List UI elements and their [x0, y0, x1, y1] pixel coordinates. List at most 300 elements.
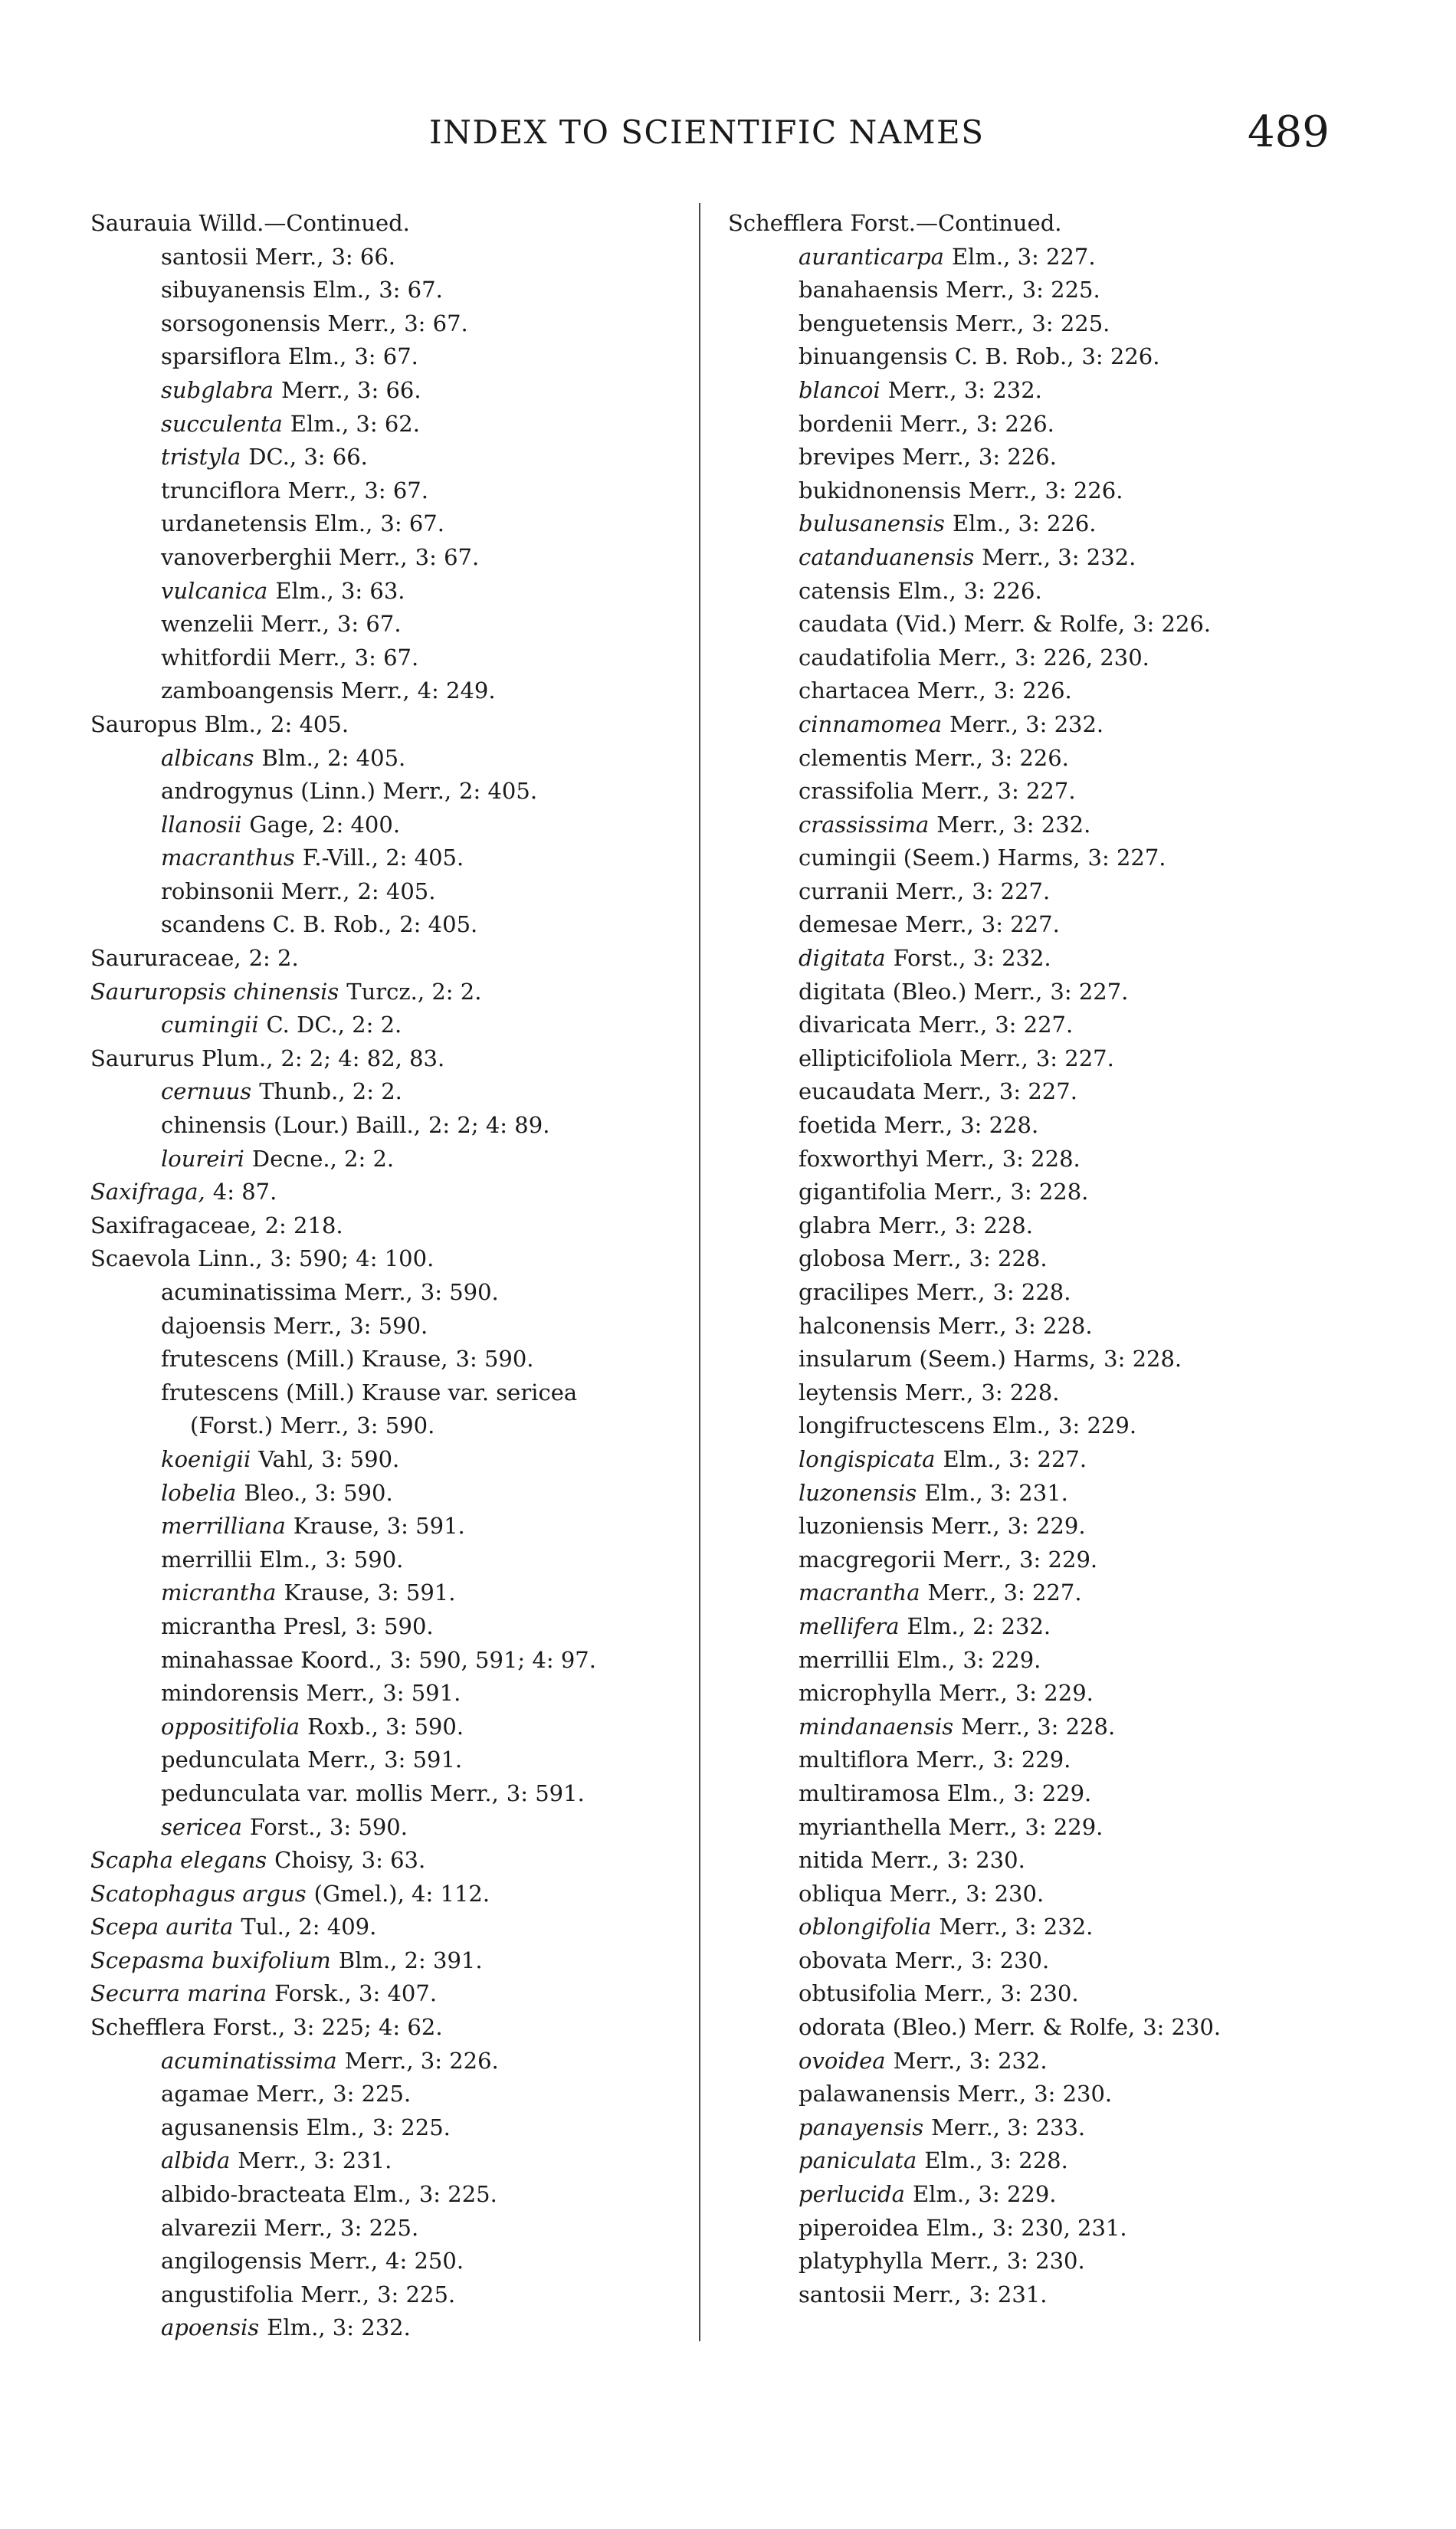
entry-name: myrianthella Merr., — [799, 1813, 1018, 1840]
entry-name: catensis Elm., — [799, 577, 956, 604]
entry-name: sorsogonensis Merr., — [161, 310, 397, 336]
entry-reference: F.-Vill., 2: 405. — [302, 845, 464, 871]
entry-name: frutescens (Mill.) Krause, — [161, 1346, 448, 1373]
entry-name: scandens C. B. Rob., — [161, 911, 392, 938]
index-entry — [90, 1677, 688, 1711]
index-entry — [90, 2278, 688, 2312]
index-entry — [90, 1711, 688, 1744]
entry-reference: Elm., 3: 62. — [290, 410, 420, 437]
entry-name: albicans — [161, 744, 254, 771]
entry-name: panayensis — [799, 2114, 924, 2140]
entry-reference: 3: 225. — [1021, 277, 1100, 303]
entry-reference: Turcz., 2: 2. — [346, 978, 482, 1005]
entry-name: robinsonii Merr., — [161, 877, 350, 904]
entry-name: digitata — [799, 945, 886, 972]
entry-name: obovata Merr., — [799, 1947, 964, 1973]
entry-reference: 3: 228. — [1014, 1312, 1093, 1339]
entry-reference: Elm., 3: 228. — [924, 2147, 1068, 2174]
entry-reference: 3: 225; 4: 62. — [293, 2014, 443, 2041]
index-entry — [90, 1610, 688, 1644]
index-entry — [728, 1477, 1341, 1511]
index-entry — [728, 1777, 1341, 1811]
entry-reference: C. DC., 2: 2. — [266, 1012, 402, 1038]
entry-reference: DC., 3: 66. — [248, 444, 368, 471]
entry-name: macranthus — [161, 845, 295, 871]
entry-reference: 3: 229. — [1007, 1513, 1086, 1540]
index-entry — [728, 1543, 1341, 1577]
entry-reference: 3: 590. — [325, 1546, 404, 1573]
entry-reference: 3: 229. — [1015, 1680, 1094, 1707]
entry-name: platyphylla Merr., — [799, 2248, 999, 2275]
index-entry — [728, 474, 1341, 508]
entry-reference: Vahl, 3: 590. — [258, 1445, 400, 1472]
index-entry — [90, 307, 688, 341]
entry-name: agusanensis Elm., — [161, 2114, 365, 2140]
index-entry — [728, 809, 1341, 842]
entry-name: curranii Merr., — [799, 877, 965, 904]
index-entry — [728, 307, 1341, 341]
entry-name: obliqua Merr., — [799, 1880, 959, 1907]
entry-name: lobelia — [161, 1479, 237, 1506]
index-entry — [90, 2178, 688, 2212]
entry-reference: 3: 228. — [1002, 1145, 1081, 1172]
entry-reference: Blm., 2: 405. — [261, 744, 406, 771]
index-entry — [728, 1644, 1341, 1678]
entry-reference: 3: 67. — [336, 611, 402, 638]
entry-reference: Elm., 3: 229. — [912, 2181, 1057, 2208]
index-entry — [90, 1510, 688, 1543]
index-entry — [728, 2144, 1341, 2178]
index-entry — [728, 1977, 1341, 2011]
entry-name: blancoi — [799, 376, 880, 403]
entry-name: vanoverberghii Merr., — [161, 543, 408, 570]
entry-reference: Merr., 3: 232. — [936, 811, 1091, 838]
index-entry — [90, 1811, 688, 1845]
entry-reference: 3: 67. — [415, 543, 480, 570]
entry-reference: 3: 225. — [377, 2281, 456, 2308]
entry-reference: 3: 227. — [997, 778, 1076, 805]
index-entry — [90, 274, 688, 307]
entry-reference: 3: 230. — [1000, 1980, 1079, 2007]
entry-reference: 4: 250. — [385, 2248, 464, 2275]
index-entry — [728, 541, 1341, 575]
index-entry — [90, 2144, 688, 2178]
index-entry — [728, 875, 1341, 909]
index-entry — [90, 408, 688, 441]
index-entry — [90, 241, 688, 274]
index-entry — [728, 441, 1341, 474]
entry-reference: 3: 230. — [971, 1947, 1050, 1973]
entry-reference: 3: 225. — [1031, 310, 1110, 336]
index-entry — [728, 274, 1341, 307]
index-entry — [728, 1576, 1341, 1610]
entry-name: vulcanica — [161, 577, 268, 604]
entry-reference: 3: 226, 230. — [1015, 644, 1149, 671]
entry-reference: 3: 227. — [999, 1078, 1077, 1105]
entry-reference: 3: 230. — [1143, 2014, 1222, 2041]
entry-name: santosii Merr., — [161, 243, 324, 270]
entry-reference: (Gmel.), 4: 112. — [313, 1880, 490, 1907]
entry-name: oppositifolia — [161, 1713, 300, 1740]
index-column-left — [90, 207, 688, 2345]
index-entry — [728, 708, 1341, 742]
entry-reference: 3: 230. — [946, 1847, 1025, 1874]
entry-reference: 3: 590; 4: 100. — [270, 1245, 435, 1272]
page-number: 489 — [1248, 107, 1330, 157]
entry-name: cumingii — [161, 1012, 259, 1038]
entry-reference: Krause, 3: 591. — [293, 1513, 465, 1540]
index-entry — [728, 2111, 1341, 2145]
entry-reference: Elm., 3: 231. — [924, 1479, 1068, 1506]
index-entry — [90, 575, 688, 608]
index-entry — [728, 1242, 1341, 1276]
index-entry — [90, 608, 688, 641]
entry-reference: Merr., 3: 232. — [939, 1914, 1094, 1940]
entry-reference: 2: 2. — [248, 945, 299, 972]
index-entry — [90, 1977, 688, 2011]
entry-reference: 3: 225. — [333, 2081, 412, 2108]
entry-name: subglabra — [161, 376, 274, 403]
entry-reference: 3: 228. — [954, 1212, 1033, 1238]
entry-name: digitata (Bleo.) Merr., — [799, 978, 1043, 1005]
entry-reference: 2: 405. — [357, 877, 436, 904]
index-column-right — [728, 207, 1341, 2311]
entry-name: gigantifolia Merr., — [799, 1179, 1003, 1205]
entry-name: clementis Merr., — [799, 744, 983, 771]
index-entry — [728, 1677, 1341, 1711]
entry-name: demesae Merr., — [799, 911, 974, 938]
index-entry — [728, 2011, 1341, 2045]
entry-name: Scepa aurita — [90, 1914, 234, 1940]
index-entry — [728, 1743, 1341, 1777]
entry-reference: 2: 405. — [271, 710, 349, 737]
entry-reference: 4: 87. — [212, 1179, 277, 1205]
entry-name: catanduanensis — [799, 543, 975, 570]
entry-name: merrilliana — [161, 1513, 286, 1540]
entry-reference: 3: 227. — [995, 1012, 1074, 1038]
entry-name: mellifera — [799, 1612, 900, 1639]
entry-name: oblongifolia — [799, 1914, 932, 1940]
index-entry — [728, 1878, 1341, 1911]
entry-name: divaricata Merr., — [799, 1012, 988, 1038]
entry-name: Saururaceae, — [90, 945, 241, 972]
entry-name: ellipticifoliola Merr., — [799, 1045, 1028, 1071]
entry-name: Schefflera Forst., — [90, 2014, 286, 2041]
entry-name: Scapha elegans — [90, 1847, 267, 1874]
entry-name: gracilipes Merr., — [799, 1279, 985, 1305]
entry-name: tristyla — [161, 444, 241, 471]
entry-name: longifructescens Elm., — [799, 1412, 1051, 1439]
index-entry — [90, 1276, 688, 1310]
entry-reference: Merr., 3: 231. — [238, 2147, 392, 2174]
entry-reference: 3: 228. — [969, 1245, 1048, 1272]
entry-reference: Merr., 3: 66. — [280, 376, 421, 403]
entry-name: whitfordii Merr., — [161, 644, 347, 671]
entry-reference: 3: 67. — [364, 477, 428, 504]
entry-name: frutescens (Mill.) Krause var. sericea — [161, 1379, 578, 1406]
entry-reference: Elm., 3: 227. — [943, 1445, 1087, 1472]
entry-reference: 3: 228. — [960, 1112, 1039, 1139]
entry-reference: 3: 229. — [962, 1646, 1041, 1673]
entry-reference: Roxb., 3: 590. — [307, 1713, 464, 1740]
entry-name: glabra Merr., — [799, 1212, 947, 1238]
index-entry — [90, 441, 688, 474]
index-entry — [728, 1310, 1341, 1343]
entry-name: banahaensis Merr., — [799, 277, 1015, 303]
index-entry — [728, 1209, 1341, 1243]
entry-reference: Forst., 3: 232. — [893, 945, 1051, 972]
entry-reference: Elm., 2: 232. — [907, 1612, 1051, 1639]
entry-name: Schefflera Forst.—Continued. — [728, 210, 1062, 236]
index-entry — [90, 775, 688, 809]
index-entry — [90, 1209, 688, 1243]
index-entry — [90, 374, 688, 408]
entry-reference: Elm., 3: 227. — [951, 243, 1096, 270]
entry-name: piperoidea Elm., — [799, 2214, 985, 2241]
entry-name: agamae Merr., — [161, 2081, 326, 2108]
index-entry — [728, 2045, 1341, 2078]
entry-name: bordenii Merr., — [799, 410, 969, 437]
index-entry — [728, 1610, 1341, 1644]
entry-name: benguetensis Merr., — [799, 310, 1025, 336]
entry-reference: 4: 249. — [417, 677, 496, 704]
entry-name: Sauropus Blm., — [90, 710, 264, 737]
entry-name: dajoensis Merr., — [161, 1312, 343, 1339]
index-entry — [90, 1743, 688, 1777]
index-entry — [90, 1109, 688, 1143]
index-entry — [728, 575, 1341, 608]
index-entry — [90, 908, 688, 942]
index-entry — [90, 1878, 688, 1911]
entry-reference: 3: 227. — [972, 877, 1051, 904]
entry-name: cinnamomea — [799, 710, 943, 737]
entry-name: paniculata — [799, 2147, 917, 2174]
entry-name: odorata (Bleo.) Merr. & Rolfe, — [799, 2014, 1136, 2041]
entry-reference: 3: 225. — [418, 2181, 497, 2208]
index-entry — [728, 408, 1341, 441]
index-entry — [728, 1009, 1341, 1042]
index-entry — [728, 674, 1341, 708]
entry-reference: 3: 591. — [384, 1747, 463, 1773]
entry-name: Scepasma buxifolium — [90, 1947, 331, 1973]
entry-name: leytensis Merr., — [799, 1379, 974, 1406]
index-entry — [728, 1811, 1341, 1845]
entry-name: santosii Merr., — [799, 2281, 962, 2308]
entry-reference: 3: 229. — [1058, 1412, 1137, 1439]
entry-name: trunciflora Merr., — [161, 477, 357, 504]
entry-reference: Elm., 3: 226. — [952, 510, 1097, 537]
entry-name: Scatophagus argus — [90, 1880, 307, 1907]
entry-name: halconensis Merr., — [799, 1312, 1007, 1339]
entry-name: albido-bracteata Elm., — [161, 2181, 412, 2208]
index-entry — [728, 841, 1341, 875]
entry-name: apoensis — [161, 2314, 260, 2341]
entry-name: globosa Merr., — [799, 1245, 962, 1272]
entry-reference: 3: 229. — [992, 1747, 1071, 1773]
index-entry — [728, 1844, 1341, 1878]
entry-name: acuminatissima — [161, 2047, 337, 2074]
index-entry — [728, 2245, 1341, 2278]
index-entry — [90, 207, 688, 241]
index-entry — [728, 1911, 1341, 1944]
index-entry — [90, 1009, 688, 1042]
entry-reference: 3: 226. — [1044, 477, 1123, 504]
index-entry — [728, 340, 1341, 374]
entry-reference: Forsk., 3: 407. — [274, 1980, 438, 2007]
index-entry — [728, 641, 1341, 675]
index-entry — [90, 1409, 688, 1443]
entry-reference: 3: 226. — [976, 410, 1054, 437]
entry-name: Saxifraga, — [90, 1179, 205, 1205]
index-entry — [728, 1409, 1341, 1443]
entry-reference: 3: 230. — [1006, 2248, 1085, 2275]
entry-reference: Thunb., 2: 2. — [259, 1078, 402, 1105]
entry-name: chartacea Merr., — [799, 677, 986, 704]
index-entry — [90, 1944, 688, 1978]
index-entry — [90, 1242, 688, 1276]
entry-reference: 2: 2; 4: 89. — [428, 1112, 550, 1139]
index-entry — [90, 2078, 688, 2111]
entry-name: nitida Merr., — [799, 1847, 940, 1874]
entry-reference: 2: 405. — [459, 778, 538, 805]
entry-reference: 3: 229. — [1013, 1779, 1092, 1806]
entry-reference: 3: 230. — [1034, 2081, 1113, 2108]
entry-reference: 3: 228. — [1010, 1179, 1089, 1205]
entry-name: cernuus — [161, 1078, 252, 1105]
entry-name: crassissima — [799, 811, 930, 838]
entry-reference: 3: 590. — [349, 1312, 428, 1339]
entry-name: macgregorii Merr., — [799, 1546, 1012, 1573]
entry-reference: Merr., 3: 226. — [344, 2047, 499, 2074]
index-entry — [728, 241, 1341, 274]
entry-reference: 3: 590. — [355, 1612, 434, 1639]
entry-reference: 3: 67. — [354, 343, 418, 370]
entry-name: eucaudata Merr., — [799, 1078, 992, 1105]
entry-reference: 3: 226. — [990, 744, 1069, 771]
index-entry — [728, 976, 1341, 1009]
entry-name: foetida Merr., — [799, 1112, 953, 1139]
index-entry — [728, 207, 1341, 241]
entry-reference: Merr., 3: 228. — [961, 1713, 1116, 1740]
entry-name: sparsiflora Elm., — [161, 343, 347, 370]
entry-name: angilogensis Merr., — [161, 2248, 379, 2275]
entry-reference: Krause, 3: 591. — [284, 1579, 456, 1606]
index-entry — [728, 1075, 1341, 1109]
entry-reference: 3: 231. — [969, 2281, 1048, 2308]
index-entry — [90, 1443, 688, 1477]
entry-reference: 2: 405. — [399, 911, 478, 938]
entry-name: insularum (Seem.) Harms, — [799, 1346, 1097, 1373]
entry-name: bukidnonensis Merr., — [799, 477, 1038, 504]
entry-name: acuminatissima Merr., — [161, 1279, 413, 1305]
index-entry — [90, 2011, 688, 2045]
index-entry — [90, 1176, 688, 1209]
index-entry — [90, 674, 688, 708]
index-entry — [728, 1944, 1341, 1978]
index-entry — [728, 1510, 1341, 1543]
index-entry — [90, 809, 688, 842]
entry-reference: 3: 591. — [506, 1779, 585, 1806]
index-entry — [90, 708, 688, 742]
entry-reference: 3: 225. — [372, 2114, 451, 2140]
entry-name: Saurauia Willd.—Continued. — [90, 210, 410, 236]
entry-reference: 3: 228. — [1103, 1346, 1182, 1373]
entry-name: Securra marina — [90, 1980, 267, 2007]
entry-reference: Elm., 3: 63. — [275, 577, 405, 604]
index-entry — [90, 2045, 688, 2078]
entry-name: chinensis (Lour.) Baill., — [161, 1112, 421, 1139]
entry-name: foxworthyi Merr., — [799, 1145, 995, 1172]
entry-name: microphylla Merr., — [799, 1680, 1008, 1707]
index-entry — [728, 374, 1341, 408]
entry-name: sericea — [161, 1813, 242, 1840]
index-entry — [728, 775, 1341, 809]
entry-reference: 3: 229. — [1025, 1813, 1103, 1840]
column-divider — [699, 203, 700, 2341]
entry-reference: 3: 229. — [1019, 1546, 1098, 1573]
index-entry — [90, 1343, 688, 1376]
entry-name: loureiri — [161, 1145, 244, 1172]
entry-reference: Tul., 2: 409. — [241, 1914, 377, 1940]
entry-name: Saururopsis chinensis — [90, 978, 339, 1005]
entry-reference: Blm., 2: 391. — [338, 1947, 483, 1973]
entry-reference: 3: 227. — [981, 911, 1060, 938]
entry-name: llanosii — [161, 811, 242, 838]
entry-name: (Forst.) Merr., — [190, 1412, 349, 1439]
entry-name: angustifolia Merr., — [161, 2281, 370, 2308]
entry-reference: 3: 225. — [340, 2214, 419, 2241]
index-entry — [90, 1075, 688, 1109]
entry-reference: 3: 67. — [379, 277, 443, 303]
entry-name: caudatifolia Merr., — [799, 644, 1008, 671]
entry-name: minahassae Koord., — [161, 1646, 382, 1673]
entry-reference: 3: 67. — [380, 510, 444, 537]
entry-reference: 2: 218. — [264, 1212, 343, 1238]
entry-reference: Merr., 3: 227. — [927, 1579, 1082, 1606]
index-entry — [728, 908, 1341, 942]
index-entry — [90, 1143, 688, 1176]
entry-name: caudata (Vid.) Merr. & Rolfe, — [799, 611, 1126, 638]
entry-name: luzonensis — [799, 1479, 917, 1506]
entry-name: palawanensis Merr., — [799, 2081, 1027, 2108]
entry-reference: 3: 227. — [1050, 978, 1129, 1005]
index-entry — [90, 2245, 688, 2278]
index-entry — [728, 2278, 1341, 2312]
index-entry — [728, 2178, 1341, 2212]
index-entry — [90, 1576, 688, 1610]
entry-reference: 3: 67. — [404, 310, 468, 336]
page-title: INDEX TO SCIENTIFIC NAMES — [429, 113, 985, 151]
index-entry — [90, 942, 688, 976]
entry-name: ovoidea — [799, 2047, 886, 2074]
index-entry — [90, 541, 688, 575]
index-entry — [728, 742, 1341, 776]
entry-reference: Gage, 2: 400. — [249, 811, 401, 838]
index-entry — [90, 1644, 688, 1678]
entry-name: bulusanensis — [799, 510, 945, 537]
index-entry — [728, 608, 1341, 641]
entry-reference: Merr., 3: 232. — [887, 376, 1042, 403]
entry-name: micrantha Presl, — [161, 1612, 348, 1639]
entry-reference: 3: 227. — [1087, 845, 1166, 871]
index-entry — [90, 2212, 688, 2245]
index-entry — [90, 340, 688, 374]
index-entry — [90, 641, 688, 675]
index-entry — [728, 1376, 1341, 1410]
entry-reference: 3: 590. — [356, 1412, 435, 1439]
entry-reference: Bleo., 3: 590. — [244, 1479, 393, 1506]
entry-reference: 3: 67. — [354, 644, 419, 671]
